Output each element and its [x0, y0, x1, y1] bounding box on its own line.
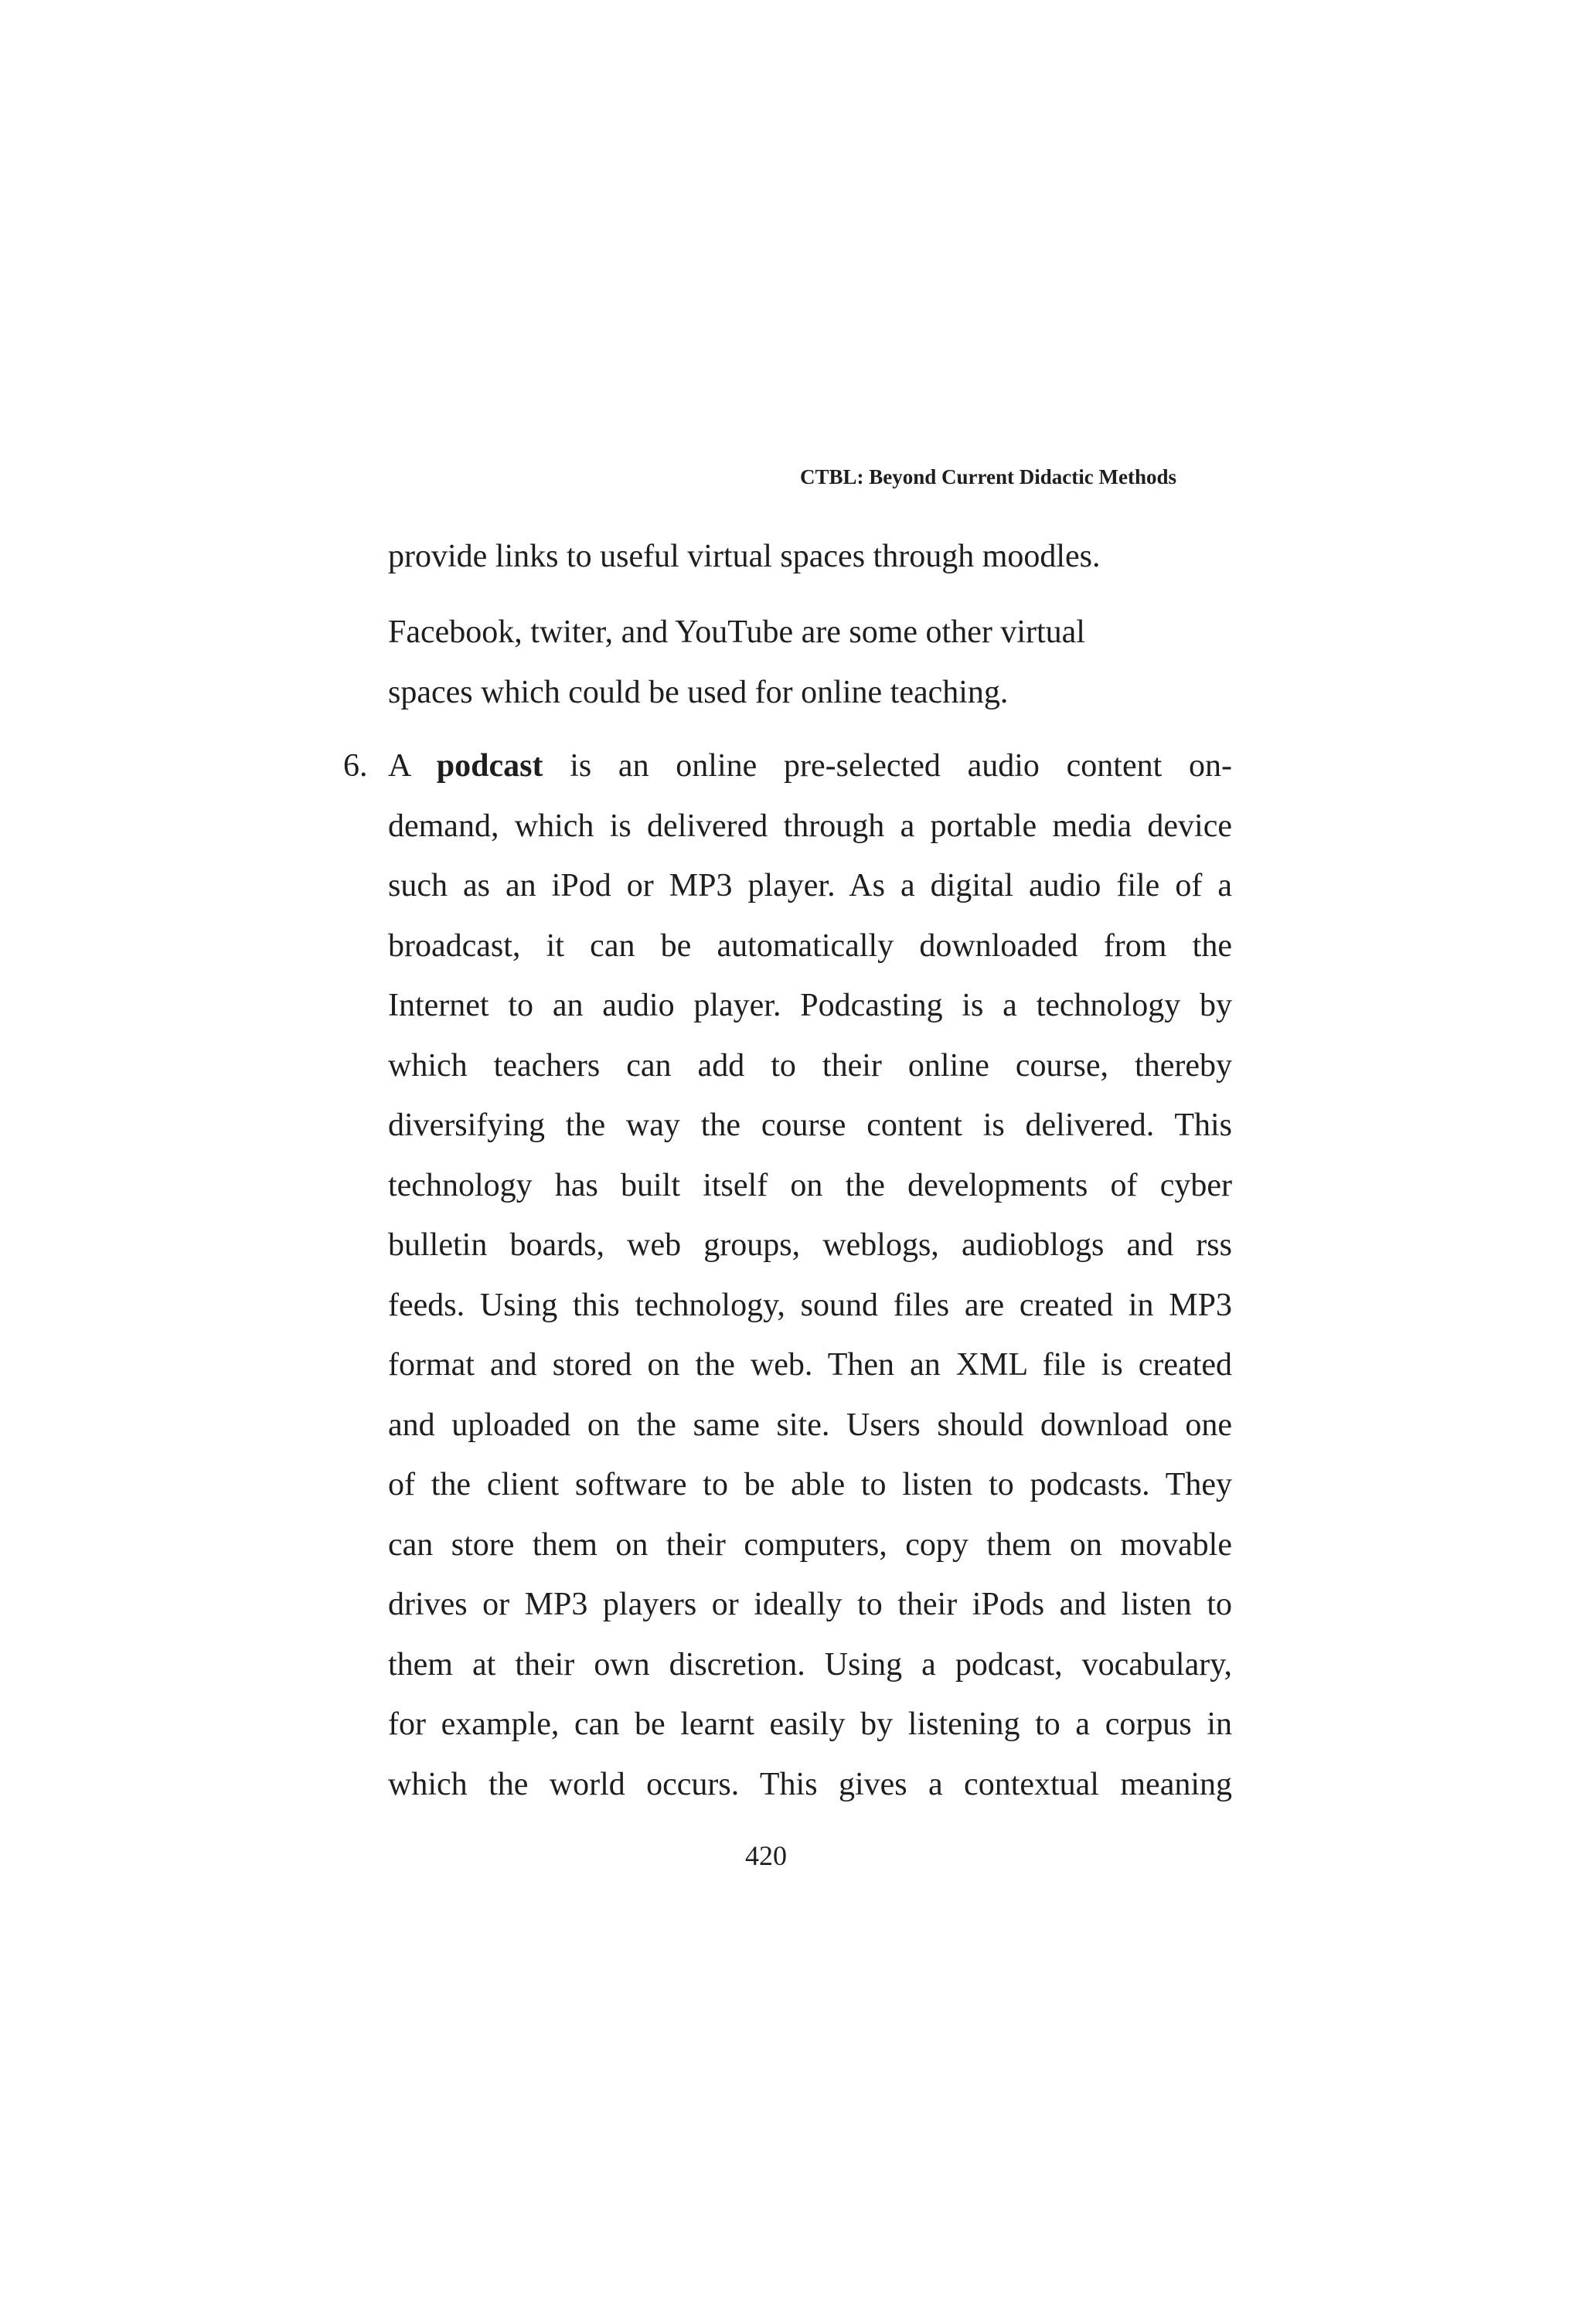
text-line: can store them on their computers, copy them on movable: [388, 1526, 1232, 1563]
text-line: drives or MP3 players or ideally to their iPods and listen to: [388, 1587, 1232, 1622]
text-line: such as an iPod or MP3 player. As a digital audio file of a: [388, 868, 1232, 903]
text-line: of the client software to be able to listen to podcasts. They: [388, 1467, 1232, 1502]
paragraph-continuation: [388, 527, 1232, 587]
list-item-6: [343, 737, 1232, 1815]
text-line: demand, which is delivered through a portable media device: [388, 808, 1232, 844]
text-line: spaces which could be used for online teaching.: [388, 674, 1009, 710]
lead-word: A: [388, 748, 410, 784]
text-line: which teachers can add to their online course, thereby: [388, 1047, 1232, 1084]
paragraph-social-media: [388, 603, 1232, 723]
text-line: feeds. Using this technology, sound files are created in MP3: [388, 1287, 1232, 1323]
text-line: format and stored on the web. Then an XML file is created: [388, 1347, 1232, 1383]
text-line: which the world occurs. This gives a contextual meaning: [388, 1766, 1232, 1802]
text-line: Facebook, twiter, and YouTube are some other virtual: [388, 614, 1085, 650]
text-line: broadcast, it can be automatically downloaded from the: [388, 927, 1232, 964]
page-number: 420: [745, 1840, 787, 1871]
text-line: them at their own discretion. Using a podcast, vocabulary,: [388, 1646, 1232, 1683]
bold-term: podcast: [436, 748, 543, 784]
list-item-number: 6.: [343, 748, 368, 784]
text-line: bulletin boards, web groups, weblogs, audioblogs and rss: [388, 1227, 1232, 1263]
text-line: and uploaded on the same site. Users should download one: [388, 1407, 1232, 1443]
text-line: diversifying the way the course content is delivered. This: [388, 1108, 1232, 1143]
text-line: technology has built itself on the developments of cyber: [388, 1167, 1232, 1203]
line-rest: is an online pre-selected audio content on-: [570, 748, 1232, 784]
text-line: [388, 737, 1232, 797]
text-line: for example, can be learnt easily by listening to a corpus in: [388, 1706, 1232, 1742]
text-line: provide links to useful virtual spaces through moodles.: [388, 539, 1101, 574]
running-head: CTBL: Beyond Current Didactic Methods: [799, 465, 1176, 488]
text-line: Internet to an audio player. Podcasting is a technology by: [388, 988, 1232, 1023]
